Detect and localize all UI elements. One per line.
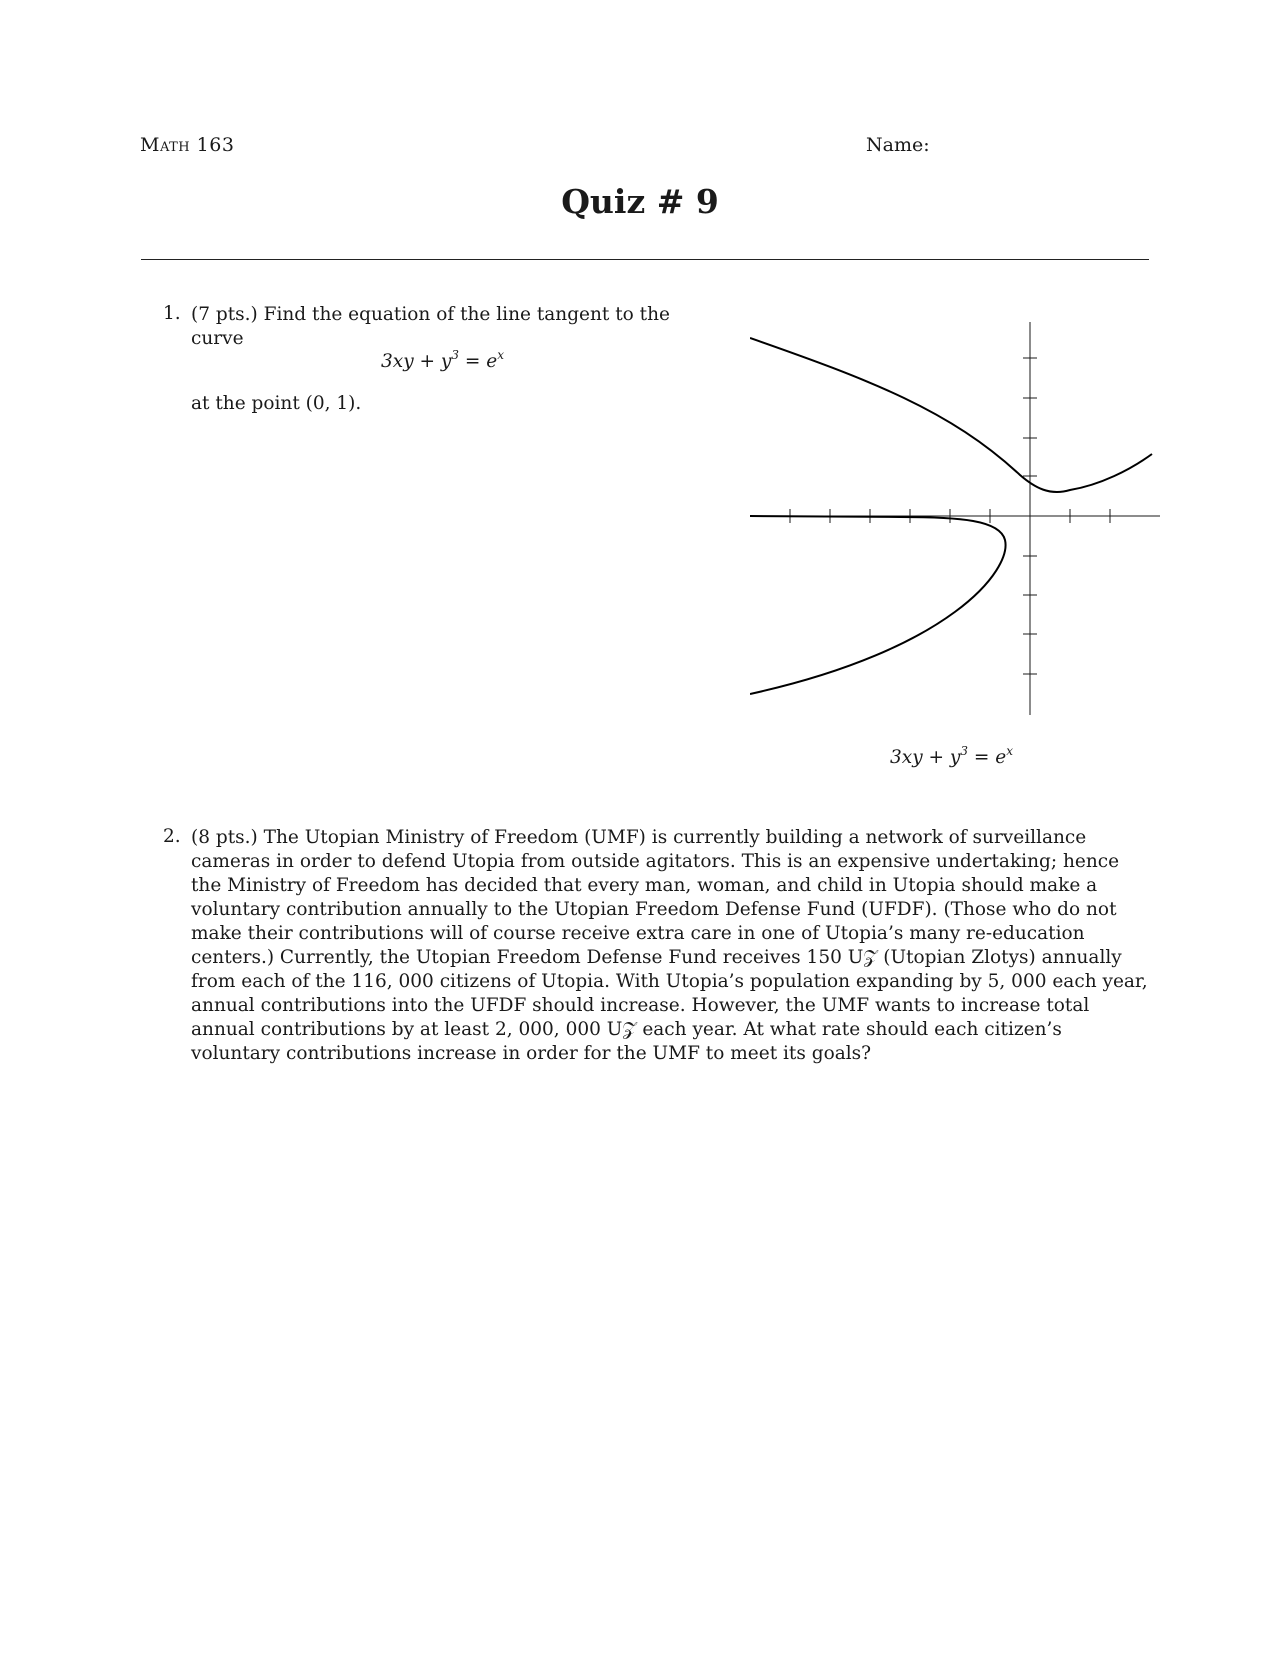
caption-exponent-x: x — [1006, 744, 1014, 758]
equation-lhs: 3xy + y — [381, 351, 452, 372]
graph-caption — [890, 744, 1013, 768]
caption-lhs: 3xy + y — [890, 747, 961, 768]
question-2-number: 2. — [163, 826, 181, 847]
page-title: Quiz # 9 — [561, 182, 719, 221]
question-1-number: 1. — [163, 303, 181, 324]
question-1-point: at the point (0, 1). — [191, 393, 362, 414]
curve-lower-branch — [750, 516, 1006, 694]
curve-graph — [750, 320, 1160, 720]
equation-rhs: = e — [459, 351, 498, 372]
equation-exponent-x: x — [497, 348, 505, 362]
question-1-prompt: (7 pts.) Find the equation of the line tangent to the curve — [191, 304, 670, 349]
name-field-label: Name: — [866, 134, 930, 156]
curve-upper-branch — [750, 338, 1152, 492]
caption-rhs: = e — [968, 747, 1007, 768]
question-1-equation — [381, 348, 504, 372]
equation-exponent-3: 3 — [451, 348, 460, 362]
course-label: Math 163 — [140, 134, 235, 156]
header-divider — [141, 259, 1149, 260]
caption-exponent-3: 3 — [960, 744, 969, 758]
question-2-text: (8 pts.) The Utopian Ministry of Freedom (UMF) is currently building a network of surveillance cameras in order to defend Utopia from outside agitators. This is an expensive undertaking; hence the Ministry of Freedom has decided that every man, woman, and child in Utopia should make a voluntary contribution annually to the Utopian Freedom Defense Fund (UFDF). (Those who do not make their contributions will of course receive extra care in one of Utopia’s many re-education centers.) Currently, the Utopian Freedom Defense Fund receives 150 U𝒵 (Utopian Zlotys) annually from each of the 116, 000 citizens of Utopia. With Utopia’s population expanding by 5, 000 each year, annual contributions into the UFDF should increase. However, the UMF wants to increase total annual contributions by at least 2, 000, 000 U𝒵 each year. At what rate should each citizen’s voluntary contributions increase in order for the UMF to meet its goals? — [191, 827, 1148, 1064]
